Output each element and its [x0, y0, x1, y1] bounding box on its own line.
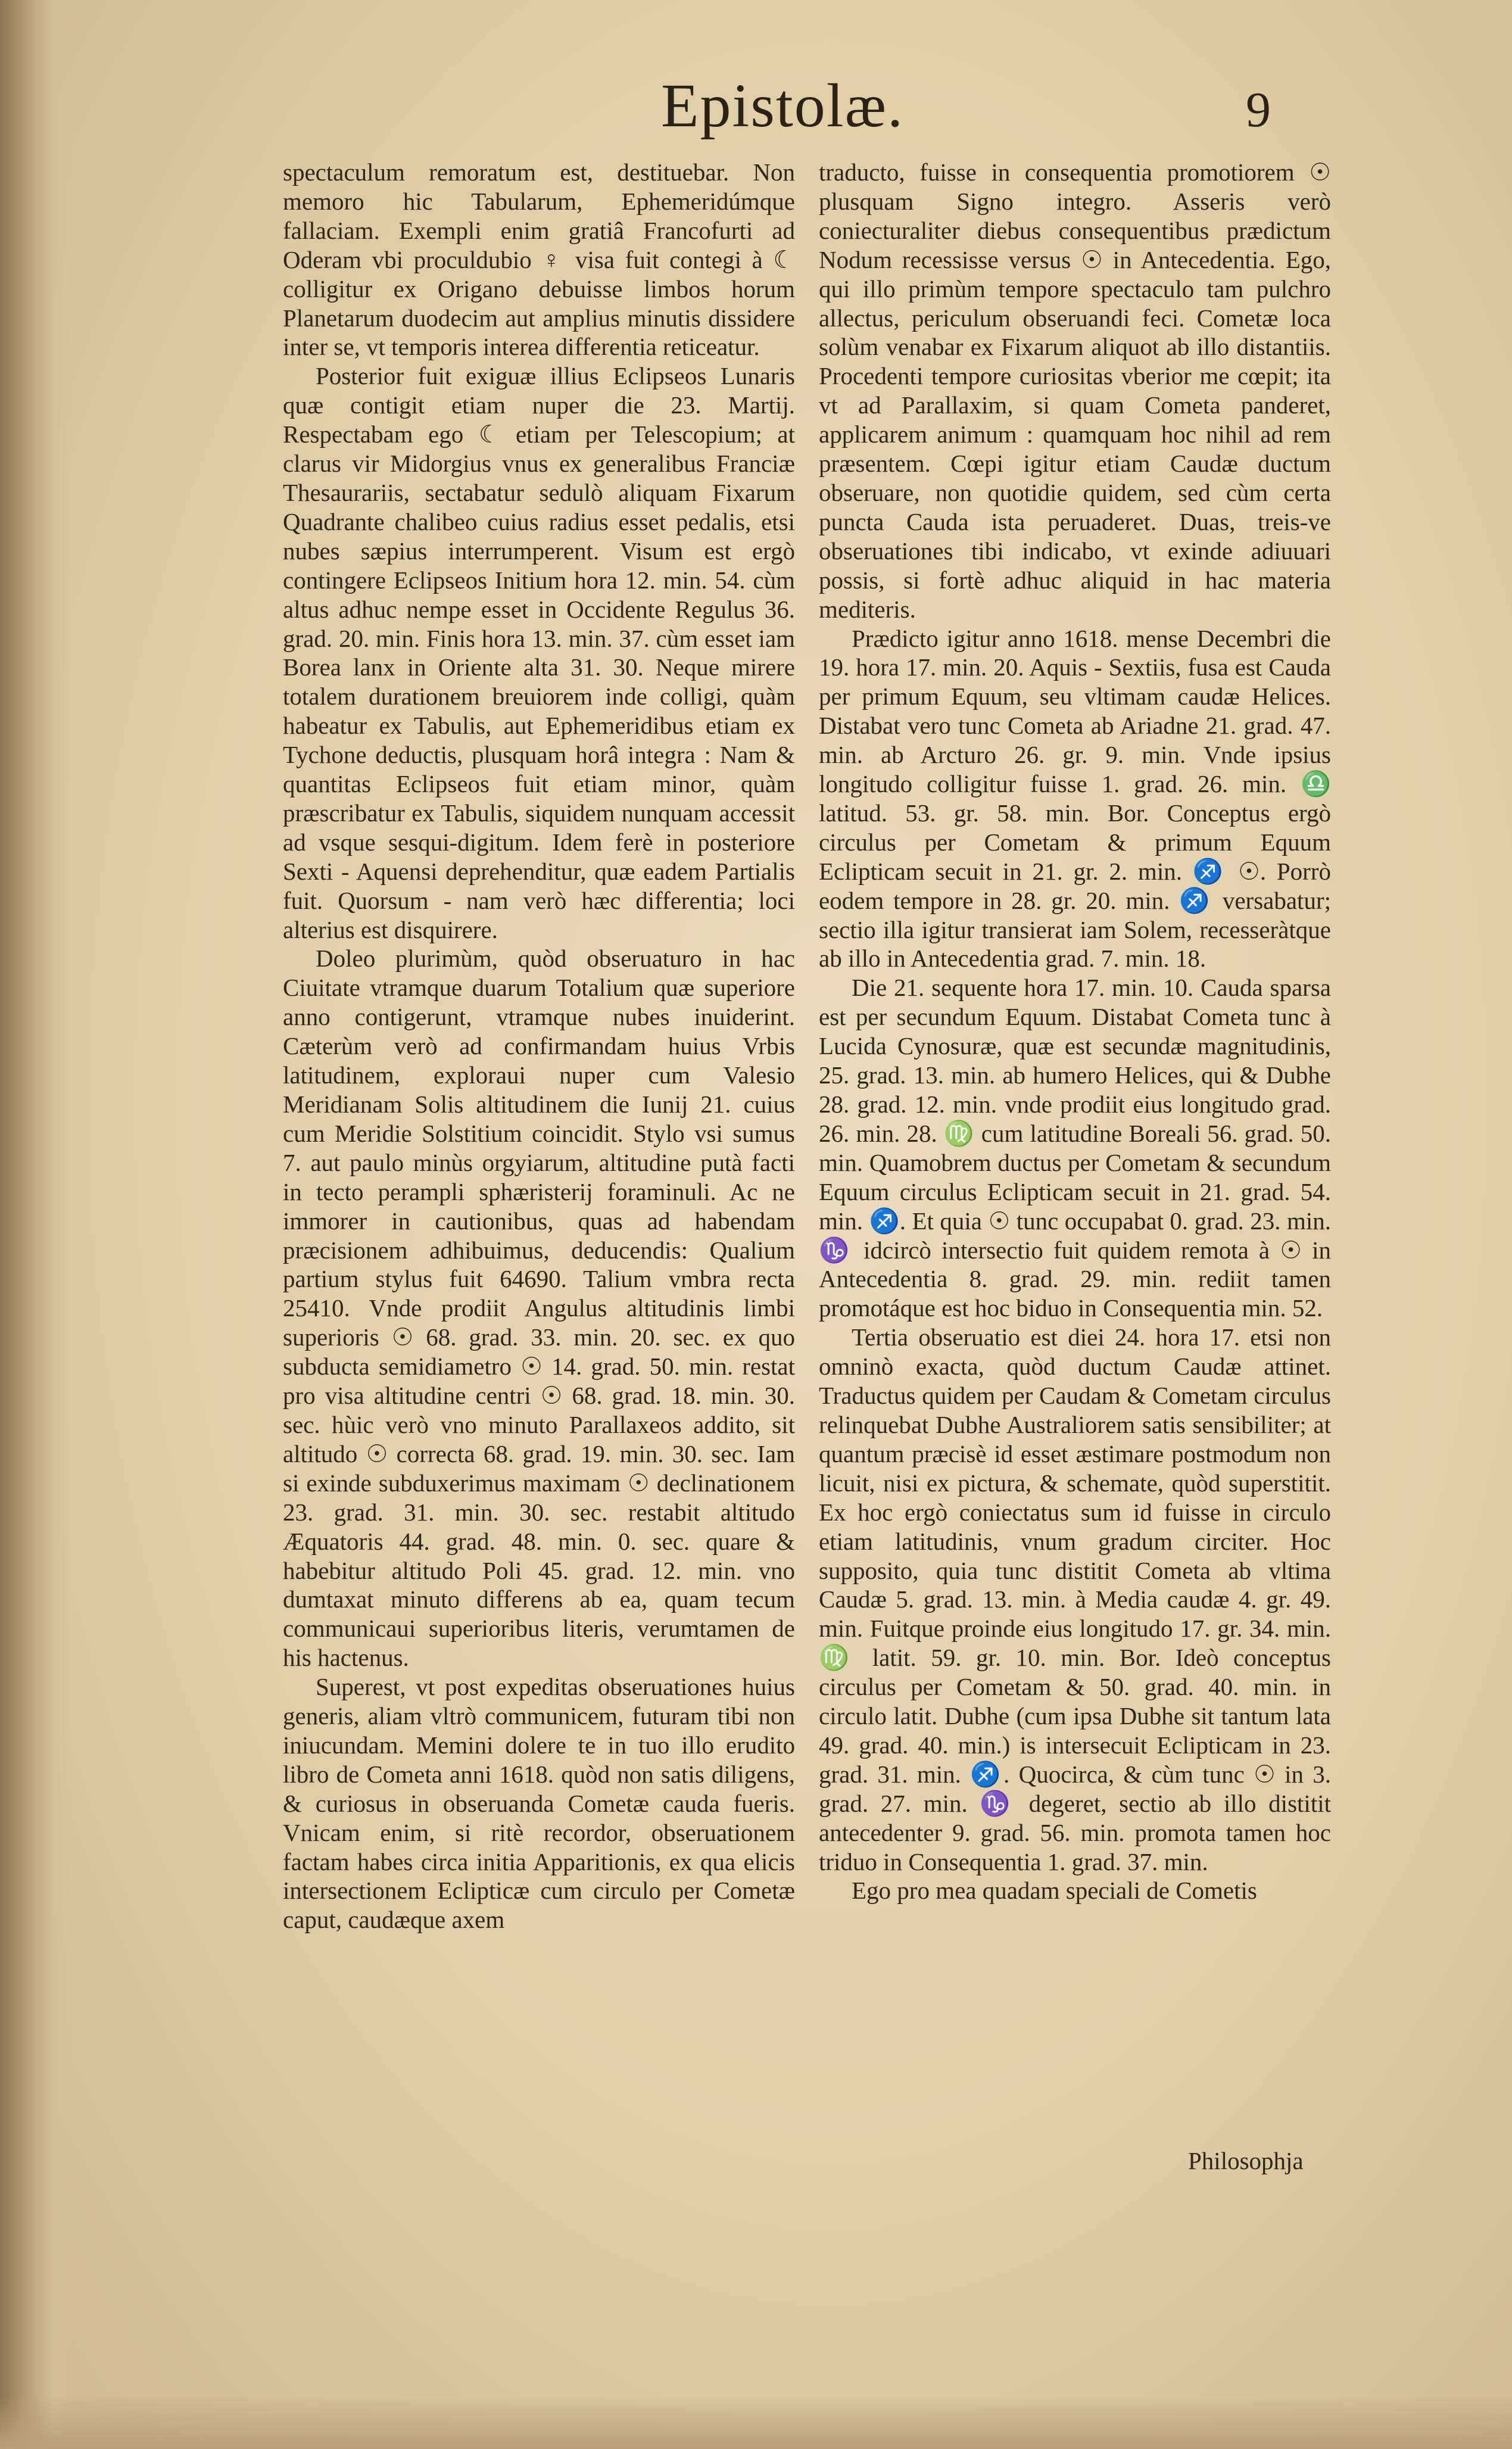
paragraph: spectaculum remoratum est, destituebar. Non memoro hic Tabularum, Ephemeridúmque fallaciam. Exempli enim gratiâ Francofurti ad Oderam vbi proculdubio ♀ visa fuit contegi à ☾ colligitur ex Origano debuisse limbos horum Planetarum duodecim aut amplius minutis dissidere inter se, vt temporis interea differentia reticeatur.	[283, 158, 795, 361]
right-text-column	[819, 158, 1331, 1905]
paragraph: Die 21. sequente hora 17. min. 10. Cauda sparsa est per secundum Equum. Distabat Cometa tunc à Lucida Cynosuræ, quæ est secundæ magnitudinis, 25. grad. 13. min. ab humero Helices, qui & Dubhe 28. grad. 12. min. vnde prodiit eius longitudo grad. 26. min. 28. ♍ cum latitudine Boreali 56. grad. 50. min. Quamobrem ductus per Cometam & secundum Equum circulus Eclipticam secuit in 21. grad. 54. min. ♐. Et quia ☉ tunc occupabat 0. grad. 23. min. ♑ idcircò intersectio fuit quidem remota à ☉ in Antecedentia 8. grad. 29. min. rediit tamen promotáque est hoc biduo in Consequentia min. 52.	[819, 974, 1331, 1322]
page-number: 9	[1246, 82, 1271, 138]
left-text-column	[283, 158, 795, 1934]
paragraph: traducto, fuisse in consequentia promotiorem ☉ plusquam Signo integro. Asseris verò coniecturaliter diebus consequentibus prædictum Nodum recessisse versus ☉ in Antecedentia. Ego, qui illo primùm tempore spectaculo tam pulchro allectus, periculum obseruandi feci. Cometæ loca solùm venabar ex Fixarum aliquot ab illo distantiis. Procedenti tempore curiositas vberior me cœpit; ita vt ad Parallaxim, si quam Cometa panderet, applicarem animum : quamquam hoc nihil ad rem præsentem. Cœpi igitur etiam Caudæ ductum obseruare, non quotidie quidem, sed cùm certa puncta Cauda ista peruaderet. Duas, treis-ve obseruationes tibi indicabo, vt exinde adiuuari possis, si fortè adhuc aliquid in hac materia mediteris.	[819, 158, 1331, 623]
paragraph: Superest, vt post expeditas obseruationes huius generis, aliam vltrò communicem, futuram tibi non iniucundam. Memini dolere te in tuo illo erudito libro de Cometa anni 1618. quòd non satis diligens, & curiosus in obseruanda Cometæ cauda fueris. Vnicam enim, si ritè recordor, obseruationem factam habes circa initia Apparitionis, ex qua elicis intersectionem Eclipticæ cum circulo per Cometæ caput, caudæque axem	[283, 1673, 795, 1934]
paragraph: Posterior fuit exiguæ illius Eclipseos Lunaris quæ contigit etiam nuper die 23. Martij. Respectabam ego ☾ etiam per Telescopium; at clarus vir Midorgius vnus ex generalibus Franciæ Thesaurariis, sectabatur sedulò aliquam Fixarum Quadrante chalibeo cuius radius esset pedalis, etsi nubes sæpius interrumperent. Visum est ergò contingere Eclipseos Initium hora 12. min. 54. cùm altus adhuc nempe esset in Occidente Regulus 36. grad. 20. min. Finis hora 13. min. 37. cùm esset iam Borea lanx in Oriente alta 31. 30. Neque mirere totalem durationem breuiorem inde colligi, quàm habeatur ex Tabulis, aut Ephemeridibus etiam ex Tychone deductis, plusquam horâ integra : Nam & quantitas Eclipseos fuit etiam minor, quàm præscribatur ex Tabulis, siquidem nunquam accessit ad vsque sesqui-digitum. Idem ferè in posteriore Sexti - Aquensi deprehenditur, quæ eadem Partialis fuit. Quorsum - nam verò hæc differentia; loci alterius est disquirere.	[283, 362, 795, 943]
page-header	[661, 70, 1316, 160]
paragraph: Prædicto igitur anno 1618. mense Decembri die 19. hora 17. min. 20. Aquis - Sextiis, fusa est Cauda per primum Equum, seu vltimam caudæ Helices. Distabat vero tunc Cometa ab Ariadne 21. grad. 47. min. ab Arcturo 26. gr. 9. min. Vnde ipsius longitudo colligitur fuisse 1. grad. 26. min. ♎ latitud. 53. gr. 58. min. Bor. Conceptus ergò circulus per Cometam & primum Equum Eclipticam secuit in 21. gr. 2. min. ♐ ☉. Porrò eodem tempore in 28. gr. 20. min. ♐ versabatur; sectio illa igitur transierat iam Solem, recesseràtque ab illo in Antecedentia grad. 7. min. 18.	[819, 624, 1331, 973]
paragraph: Ego pro mea quadam speciali de Cometis	[852, 1877, 1257, 1905]
page-edge-shadow	[0, 2395, 1512, 2449]
binding-gutter	[0, 0, 71, 2449]
paragraph: Doleo plurimùm, quòd obseruaturo in hac Ciuitate vtramque duarum Totalium quæ superiore anno contigerunt, vtramque nubes inuiderint. Cæterùm verò ad confirmandam huius Vrbis latitudinem, exploraui nuper cum Valesio Meridianam Solis altitudinem die Iunij 21. cuius cum Meridie Solstitium coincidit. Stylo vsi sumus 7. aut paulo minùs orgyiarum, altitudine putà facti in tecto perampli sphæristerij foraminuli. Ac ne immorer in cautionibus, quas ad habendam præcisionem adhibuimus, deducendis: Qualium partium stylus fuit 64690. Talium vmbra recta 25410. Vnde prodiit Angulus altitudinis limbi superioris ☉ 68. grad. 33. min. 20. sec. ex quo subducta semidiametro ☉ 14. grad. 50. min. restat pro visa altitudine centri ☉ 68. grad. 18. min. 30. sec. hùic verò vno minuto Parallaxeos addito, sit altitudo ☉ correcta 68. grad. 19. min. 30. sec. Iam si exinde subduxerimus maximam ☉ declinationem 23. grad. 31. min. 30. sec. restabit altitudo Æquatoris 44. grad. 48. min. 0. sec. quare & habebitur altitudo Poli 45. grad. 12. min. vno dumtaxat minuto differens ab ea, quam tecum communicaui superioribus literis, verumtamen de his hactenus.	[283, 945, 795, 1672]
catchword: Philosophja	[1188, 2147, 1304, 2174]
running-title: Epistolæ.	[661, 71, 905, 140]
paragraph: Tertia obseruatio est diei 24. hora 17. etsi non omninò exacta, quòd ductum Caudæ attinet. Traductus quidem per Caudam & Cometam circulus relinquebat Dubhe Australiorem satis sensibiliter; at quantum præcisè id esset æstimare postmodum non licuit, nisi ex pictura, & schemate, quòd superstitit. Ex hoc ergò coniectatus sum id fuisse in circulo etiam latitudinis, vnum gradum circiter. Hoc supposito, quia tunc distitit Cometa ab vltima Caudæ 5. grad. 13. min. à Media caudæ 4. gr. 49. min. Fuitque proinde eius longitudo 17. gr. 34. min. ♍ latit. 59. gr. 10. min. Bor. Ideò conceptus circulus per Cometam & 50. grad. 40. min. in circulo latit. Dubhe (cum ipsa Dubhe sit tantum lata 49. grad. 40. min.) is intersecuit Eclipticam in 23. grad. 31. min. ♐. Quocirca, & cùm tunc ☉ in 3. grad. 27. min. ♑ degeret, sectio ab illo distitit antecedenter 9. grad. 56. min. promota tamen hoc triduo in Consequentia 1. grad. 37. min.	[819, 1323, 1331, 1875]
